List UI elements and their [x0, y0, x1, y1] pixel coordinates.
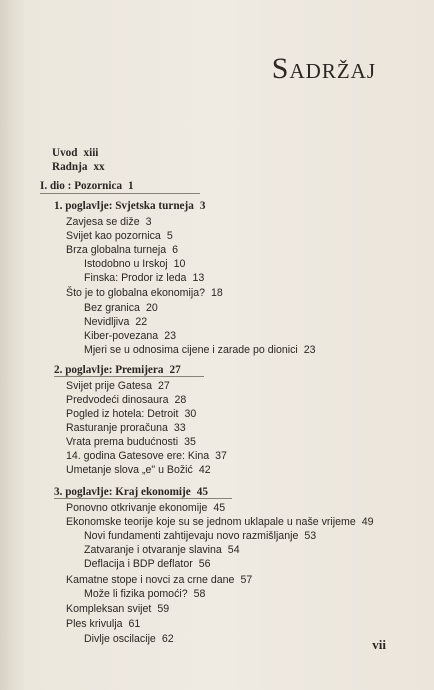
toc-entry-title: Uvod	[52, 147, 78, 159]
toc-entry-title: Kompleksan svijet	[66, 603, 152, 615]
page-title: Sadržaj	[271, 52, 376, 85]
toc-entry	[52, 147, 98, 160]
toc-entry	[66, 516, 374, 529]
toc-entry	[52, 161, 105, 174]
toc-entry	[66, 574, 252, 587]
toc-entry-title: Deflacija i BDP deflator	[84, 558, 193, 570]
toc-entry-page: 22	[135, 316, 148, 328]
toc-entry-title: Može li fizika pomoći?	[84, 588, 188, 600]
toc-entry-title: Umetanje slova „e" u Božić	[66, 464, 193, 476]
toc-entry	[84, 302, 158, 315]
toc-entry-page: 42	[198, 464, 211, 476]
toc-entry	[66, 436, 196, 449]
toc-entry-title: Brza globalna turneja	[66, 244, 167, 256]
toc-entry	[66, 422, 186, 435]
toc-entry-page: 56	[198, 558, 211, 570]
toc-entry-page: 27	[169, 364, 181, 376]
toc-entry-page: 45	[213, 502, 226, 514]
toc-entry-title: Vrata prema budućnosti	[66, 436, 179, 448]
toc-entry-page: 20	[145, 302, 158, 314]
toc-entry-title: 2. poglavlje: Premijera	[54, 364, 164, 376]
toc-entry-page: 27	[157, 380, 170, 392]
toc-entry	[66, 216, 152, 229]
toc-entry	[54, 200, 205, 213]
toc-entry-title: Što je to globalna ekonomija?	[66, 287, 205, 299]
toc-entry-title: Novi fundamenti zahtijevaju novo razmišljanje	[84, 530, 299, 542]
toc-entry-page: 23	[164, 330, 176, 342]
toc-entry-title: 3. poglavlje: Kraj ekonomije	[54, 486, 191, 498]
toc-entry	[54, 364, 181, 377]
toc-entry	[66, 450, 227, 463]
toc-entry-title: Predvodeći dinosaura	[66, 394, 169, 406]
toc-entry	[66, 618, 140, 631]
toc-entry-title: Bez granica	[84, 302, 140, 314]
toc-entry	[84, 544, 240, 557]
toc-entry-title: Zatvaranje i otvaranje slavina	[84, 544, 222, 556]
toc-entry-page: xiii	[83, 147, 99, 159]
toc-entry-title: Radnja	[52, 161, 88, 173]
toc-entry	[66, 394, 186, 407]
toc-entry	[66, 408, 196, 421]
toc-entry	[66, 244, 178, 257]
toc-entry-title: Pogled iz hotela: Detroit	[66, 408, 179, 420]
toc-entry-page: 13	[192, 272, 205, 284]
toc-entry-title: 14. godina Gatesove ere: Kina	[66, 450, 210, 462]
toc-entry-page: 54	[227, 544, 240, 556]
toc-entry-title: Mjeri se u odnosima cijene i zarade po dionici	[84, 344, 298, 356]
toc-entry-title: Kiber-povezana	[84, 330, 159, 342]
toc-entry-title: 1. poglavlje: Svjetska turneja	[54, 200, 194, 212]
toc-entry-page: 57	[240, 574, 253, 586]
toc-entry	[84, 588, 205, 601]
toc-entry-page: xx	[93, 161, 105, 173]
toc-entry-title: Rasturanje proračuna	[66, 422, 168, 434]
toc-entry-page: 30	[184, 408, 197, 420]
toc-entry-page: 1	[128, 180, 134, 192]
toc-entry	[84, 344, 316, 357]
toc-entry-page: 6	[172, 244, 179, 256]
toc-entry-title: Ekonomske teorije koje su se jednom uklapale u naše vrijeme	[66, 516, 356, 528]
toc-entry-page: 18	[211, 287, 223, 299]
toc-entry	[66, 603, 169, 616]
toc-entry-page: 3	[199, 200, 206, 212]
toc-entry-page: 33	[173, 422, 186, 434]
toc-entry	[54, 486, 208, 499]
toc-entry-page: 59	[157, 603, 170, 615]
toc-entry-page: 3	[145, 216, 152, 228]
toc-entry	[84, 330, 176, 343]
toc-entry-title: Finska: Prodor iz leda	[84, 272, 187, 284]
toc-entry-page: 37	[215, 450, 227, 462]
toc-entry-page: 58	[193, 588, 206, 600]
toc-entry-title: Kamatne stope i novci za crne dane	[66, 574, 235, 586]
toc-entry-title: Istodobno u Irskoj	[84, 258, 168, 270]
toc-entry	[66, 464, 211, 477]
toc-entry-title: I. dio : Pozornica	[40, 180, 123, 192]
toc-entry	[84, 258, 185, 271]
toc-entry-page: 53	[304, 530, 317, 542]
toc-entry	[66, 502, 225, 515]
toc-entry-page: 5	[166, 230, 173, 242]
toc-entry	[66, 230, 173, 243]
toc-entry	[84, 272, 204, 285]
toc-entry-page: 62	[161, 633, 174, 645]
toc-entry	[84, 316, 147, 329]
toc-entry-page: 23	[303, 344, 316, 356]
toc-entry-title: Divlje oscilacije	[84, 633, 156, 645]
toc-entry-page: 35	[184, 436, 196, 448]
toc-entry-title: Ples krivulja	[66, 618, 123, 630]
toc-entry-page: 61	[128, 618, 141, 630]
toc-entry-title: Svijet prije Gatesa	[66, 380, 152, 392]
toc-entry	[84, 558, 211, 571]
toc-entry-title: Nevidljiva	[84, 316, 130, 328]
toc-entry	[84, 530, 316, 543]
toc-entry	[66, 287, 223, 300]
toc-entry	[84, 633, 174, 646]
toc-entry-page: 45	[196, 486, 208, 498]
toc-entry-page: 28	[174, 394, 187, 406]
toc-entry	[66, 380, 170, 393]
toc-entry	[40, 180, 134, 193]
toc-entry-title: Zavjesa se diže	[66, 216, 140, 228]
toc-entry-title: Svijet kao pozornica	[66, 230, 161, 242]
toc-entry-page: 49	[361, 516, 374, 528]
toc-entry-title: Ponovno otkrivanje ekonomije	[66, 502, 208, 514]
page-number: vii	[372, 637, 386, 652]
toc-entry-page: 10	[173, 258, 186, 270]
